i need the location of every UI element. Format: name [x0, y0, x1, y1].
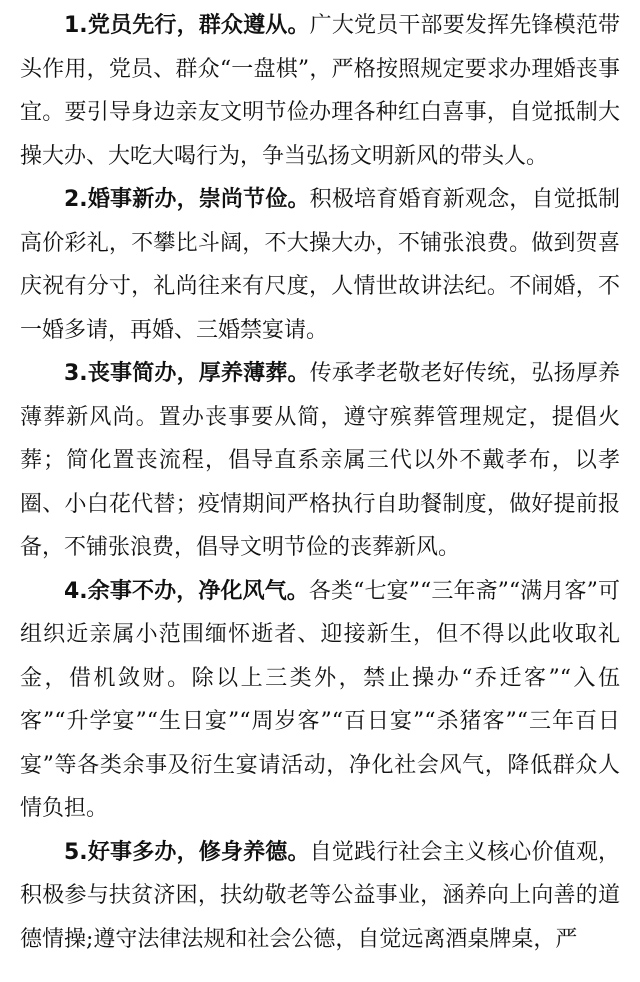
paragraph-heading: 2.婚事新办，崇尚节俭。 [64, 187, 310, 212]
paragraph-body: 自觉践行社会主义核心价值观，积极参与扶贫济困，扶幼敬老等公益事业，涵养向上向善的道德情操;遵守法律法规和社会公德，自觉远离酒桌牌桌，严 [20, 839, 620, 952]
paragraph-1 [20, 4, 620, 178]
paragraph-heading: 4.余事不办，净化风气。 [64, 578, 309, 604]
paragraph-body: 积极培育婚育新观念，自觉抵制高价彩礼，不攀比斗阔，不大操大办，不铺张浪费。做到贺喜庆祝有分寸，礼尚往来有尺度，人情世故讲法纪。不闹婚，不一婚多请，再婚、三婚禁宴请。 [20, 187, 620, 343]
paragraph-3 [20, 352, 620, 570]
paragraph-heading: 3.丧事简办，厚养薄葬。 [64, 361, 310, 386]
paragraph-5 [20, 831, 620, 962]
paragraph-heading: 1.党员先行，群众遵从。 [64, 13, 310, 38]
paragraph-body: 传承孝老敬老好传统，弘扬厚养薄葬新风尚。置办丧事要从简，遵守殡葬管理规定，提倡火葬；简化置丧流程，倡导直系亲属三代以外不戴孝布，以孝圈、小白花代替；疫情期间严格执行自助餐制度，做好提前报备，不铺张浪费，倡导文明节俭的丧葬新风。 [20, 361, 620, 560]
paragraph-body: 各类“七宴”“三年斋”“满月客”可组织近亲属小范围缅怀逝者、迎接新生，但不得以此收取礼金，借机敛财。除以上三类外，禁止操办“乔迁客”“入伍客”“升学宴”“生日宴”“周岁客”“百日宴”“杀猪客”“三年百日宴”等各类余事及衍生宴请活动，净化社会风气，降低群众人情负担。 [20, 578, 620, 821]
paragraph-2 [20, 178, 620, 352]
paragraph-heading: 5.好事多办，修身养德。 [64, 839, 310, 865]
paragraph-body: 广大党员干部要发挥先锋模范带头作用，党员、群众“一盘棋”，严格按照规定要求办理婚丧事宜。要引导身边亲友文明节俭办理各种红白喜事，自觉抵制大操大办、大吃大喝行为，争当弘扬文明新风的带头人。 [20, 13, 620, 169]
paragraph-4 [20, 570, 620, 831]
